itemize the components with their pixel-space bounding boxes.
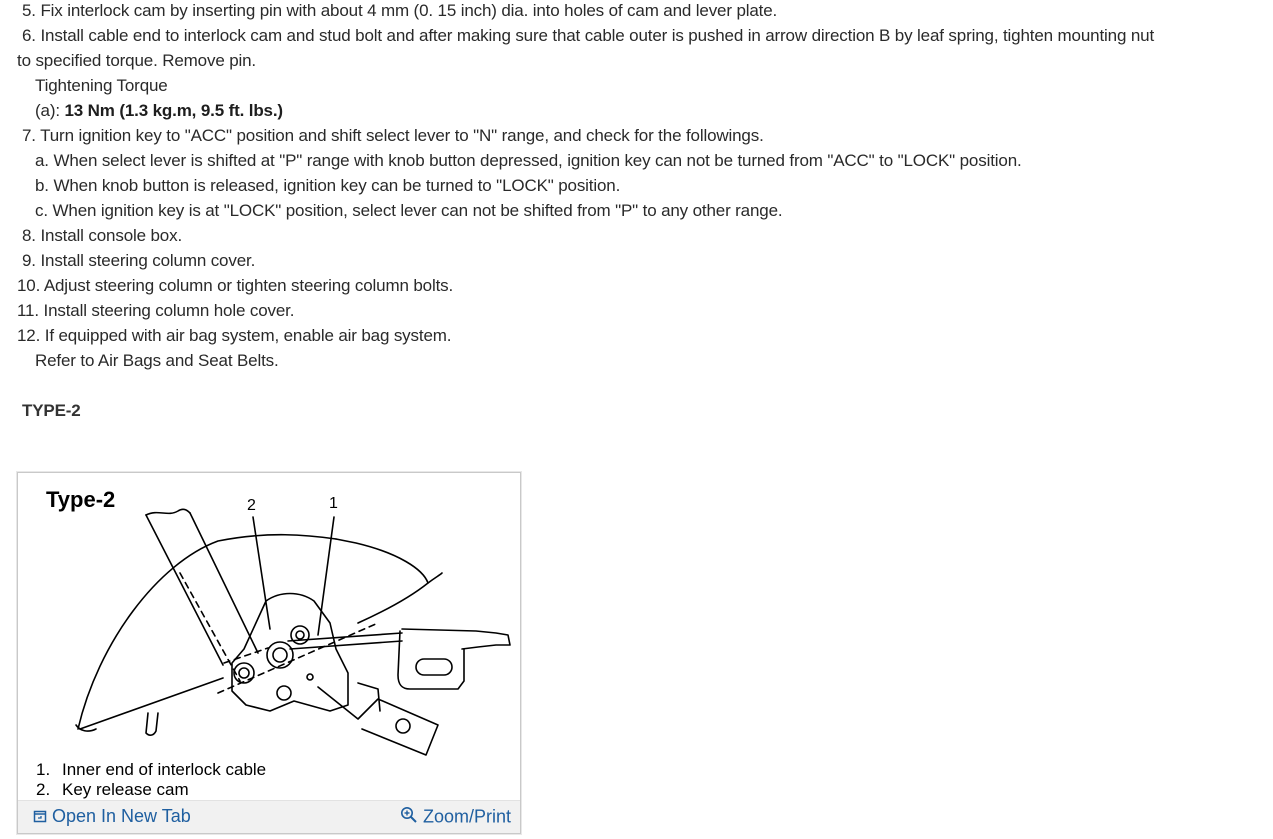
torque-label: Tightening Torque	[35, 76, 168, 95]
callout-2: 2	[247, 497, 256, 514]
legend-item	[36, 760, 266, 780]
zoom-print-link[interactable]	[400, 806, 511, 829]
step-12-note: Refer to Air Bags and Seat Belts.	[35, 351, 279, 370]
step-8: 8. Install console box.	[22, 226, 183, 245]
legend-item	[36, 780, 189, 800]
section-heading: TYPE-2	[22, 401, 81, 420]
step-5: 5. Fix interlock cam by inserting pin with about 4 mm (0. 15 inch) dia. into holes of cam and lever plate.	[22, 1, 778, 20]
open-in-new-tab-link[interactable]	[33, 806, 191, 828]
legend-text: Key release cam	[62, 780, 189, 799]
step-10: 10. Adjust steering column or tighten steering column bolts.	[17, 276, 454, 295]
zoom-print-label: Zoom/Print	[423, 806, 512, 827]
figure-footer	[18, 800, 520, 833]
step-7a: a. When select lever is shifted at "P" range with knob button depressed, ignition key can not be turned from "ACC" to "LOCK" position.	[35, 151, 1022, 170]
step-7c: c. When ignition key is at "LOCK" position, select lever can not be shifted from "P" to any other range.	[35, 201, 783, 220]
open-in-new-tab-label: Open In New Tab	[52, 806, 191, 826]
step-7b: b. When knob button is released, ignition key can be turned to "LOCK" position.	[35, 176, 621, 195]
torque-value: 13 Nm (1.3 kg.m, 9.5 ft. lbs.)	[64, 101, 283, 120]
legend-text: Inner end of interlock cable	[62, 760, 267, 779]
step-12: 12. If equipped with air bag system, enable air bag system.	[17, 326, 452, 345]
legend-number: 2.	[36, 780, 51, 799]
open-new-tab-icon	[33, 807, 47, 828]
step-7: 7. Turn ignition key to "ACC" position and shift select lever to "N" range, and check for the followings.	[22, 126, 764, 145]
step-6-continued: to specified torque. Remove pin.	[17, 51, 257, 70]
legend-number: 1.	[36, 760, 51, 779]
step-6: 6. Install cable end to interlock cam and stud bolt and after making sure that cable outer is pushed in arrow direction B by leaf spring, tighten mounting nut	[22, 26, 1155, 45]
torque-spec	[35, 98, 283, 123]
figure-title: Type-2	[46, 487, 116, 512]
callout-1: 1	[329, 495, 338, 512]
step-11: 11. Install steering column hole cover.	[17, 301, 295, 320]
torque-prefix: (a):	[35, 101, 60, 120]
step-9: 9. Install steering column cover.	[22, 251, 256, 270]
interlock-cam-drawing	[18, 473, 520, 773]
magnifier-plus-icon	[400, 806, 418, 829]
figure-type-2	[17, 472, 521, 834]
